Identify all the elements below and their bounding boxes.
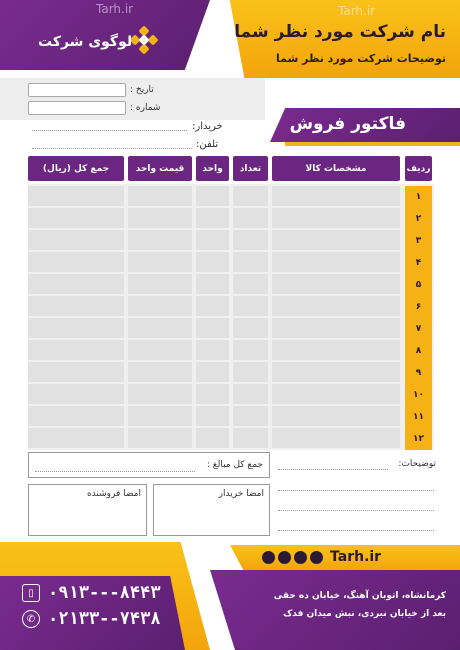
number-field[interactable] <box>28 101 126 115</box>
table-cell[interactable] <box>28 186 124 206</box>
col-header-unit: واحد <box>196 156 229 181</box>
table-cell[interactable] <box>196 274 229 294</box>
seller-signature-box[interactable] <box>28 484 147 536</box>
table-cell[interactable] <box>196 384 229 404</box>
site-row <box>262 549 381 565</box>
telephone-icon: ✆ <box>22 610 40 628</box>
title-stripe <box>285 142 460 146</box>
instagram-icon <box>262 551 275 564</box>
table-cell[interactable] <box>128 362 192 382</box>
table-cell[interactable] <box>272 296 400 316</box>
date-label: تاریخ : <box>130 84 154 95</box>
seller-signature-label: امضا فروشنده <box>86 489 141 499</box>
table-cell[interactable] <box>272 252 400 272</box>
table-cell[interactable] <box>196 362 229 382</box>
website-text[interactable]: Tarh.ir <box>330 549 382 565</box>
table-cell[interactable] <box>272 230 400 250</box>
table-cell[interactable] <box>196 186 229 206</box>
col-header-description: مشخصات کالا <box>272 156 400 181</box>
table-cell[interactable] <box>233 428 268 448</box>
mobile-row <box>22 583 161 603</box>
row-number: ۱ <box>405 186 432 208</box>
mobile-number: ۰۹۱۳---۸۴۴۳ <box>48 583 161 603</box>
col-header-row-number: ردیف <box>405 156 432 181</box>
mobile-phone-icon: ▯ <box>22 584 40 602</box>
table-cell[interactable] <box>28 406 124 426</box>
number-label: شماره : <box>130 102 161 113</box>
buyer-line[interactable] <box>32 130 187 131</box>
invoice-title: فاکتور فروش <box>289 114 406 134</box>
table-cell[interactable] <box>128 274 192 294</box>
row-number: ۶ <box>405 296 432 318</box>
total-amount-label: جمع کل مبالغ : <box>206 460 263 470</box>
address-line-1: کرمانشاه، اتوبان آهنگ، خیابان ده حقی <box>273 591 446 601</box>
table-cell[interactable] <box>233 296 268 316</box>
row-number: ۸ <box>405 340 432 362</box>
table-cell[interactable] <box>233 406 268 426</box>
table-cell[interactable] <box>196 296 229 316</box>
table-cell[interactable] <box>233 274 268 294</box>
date-row <box>28 82 154 97</box>
notes-line[interactable] <box>278 530 434 531</box>
col-header-total: جمع کل (ریال) <box>28 156 124 181</box>
total-amount-box[interactable] <box>28 452 270 478</box>
table-cell[interactable] <box>233 252 268 272</box>
table-cell[interactable] <box>233 362 268 382</box>
phone-line[interactable] <box>32 148 192 149</box>
table-cell[interactable] <box>196 406 229 426</box>
row-number: ۴ <box>405 252 432 274</box>
table-cell[interactable] <box>28 384 124 404</box>
table-cell[interactable] <box>128 252 192 272</box>
watermark: Tarh.ir <box>338 4 376 18</box>
table-cell[interactable] <box>196 208 229 228</box>
company-description: توضیحات شرکت مورد نظر شما <box>276 52 446 65</box>
table-cell[interactable] <box>28 428 124 448</box>
table-cell[interactable] <box>272 186 400 206</box>
telegram-icon <box>294 551 307 564</box>
table-cell[interactable] <box>272 384 400 404</box>
table-cell[interactable] <box>272 318 400 338</box>
buyer-label: خریدار: <box>192 121 223 132</box>
web-icon <box>310 551 323 564</box>
landline-row <box>22 609 161 629</box>
row-number: ۷ <box>405 318 432 340</box>
table-cell[interactable] <box>28 362 124 382</box>
table-cell[interactable] <box>272 274 400 294</box>
table-cell[interactable] <box>128 186 192 206</box>
row-number: ۱۱ <box>405 406 432 428</box>
table-cell[interactable] <box>272 428 400 448</box>
company-logo-icon <box>130 26 158 54</box>
table-cell[interactable] <box>233 384 268 404</box>
row-number: ۲ <box>405 208 432 230</box>
total-amount-line <box>35 471 195 472</box>
table-cell[interactable] <box>28 296 124 316</box>
table-cell[interactable] <box>272 406 400 426</box>
address-line-2: بعد از خیابان نبردی، نبش میدان فدک <box>283 609 446 619</box>
table-cell[interactable] <box>128 340 192 360</box>
table-cell[interactable] <box>196 318 229 338</box>
watermark: Tarh.ir <box>96 2 134 16</box>
table-cell[interactable] <box>128 428 192 448</box>
buyer-signature-box[interactable] <box>153 484 270 536</box>
buyer-signature-label: امضا خریدار <box>218 489 264 499</box>
table-cell[interactable] <box>28 274 124 294</box>
table-cell[interactable] <box>233 186 268 206</box>
landline-number: ۰۲۱۳۳--۷۴۳۸ <box>48 609 161 629</box>
whatsapp-icon <box>278 551 291 564</box>
table-cell[interactable] <box>233 340 268 360</box>
table-cell[interactable] <box>272 208 400 228</box>
row-number: ۱۲ <box>405 428 432 450</box>
table-cell[interactable] <box>196 230 229 250</box>
row-number: ۳ <box>405 230 432 252</box>
col-header-unit-price: قیمت واحد <box>128 156 192 181</box>
notes-line[interactable] <box>278 510 434 511</box>
date-field[interactable] <box>28 83 126 97</box>
table-cell[interactable] <box>233 230 268 250</box>
table-cell[interactable] <box>128 406 192 426</box>
table-cell[interactable] <box>28 208 124 228</box>
table-cell[interactable] <box>28 230 124 250</box>
notes-label: توضیحات: <box>398 459 436 469</box>
number-row <box>28 100 160 115</box>
row-number: ۵ <box>405 274 432 296</box>
table-cell[interactable] <box>128 318 192 338</box>
notes-line[interactable] <box>278 490 434 491</box>
table-cell[interactable] <box>272 340 400 360</box>
table-cell[interactable] <box>233 318 268 338</box>
table-cell[interactable] <box>233 208 268 228</box>
row-number: ۱۰ <box>405 384 432 406</box>
table-cell[interactable] <box>196 252 229 272</box>
row-number: ۹ <box>405 362 432 384</box>
notes-line[interactable] <box>278 469 388 470</box>
table-cell[interactable] <box>128 384 192 404</box>
company-name: نام شرکت مورد نظر شما <box>234 22 446 42</box>
table-cell[interactable] <box>196 428 229 448</box>
table-cell[interactable] <box>272 362 400 382</box>
table-cell[interactable] <box>28 252 124 272</box>
table-cell[interactable] <box>128 296 192 316</box>
table-cell[interactable] <box>28 318 124 338</box>
table-cell[interactable] <box>128 230 192 250</box>
table-cell[interactable] <box>128 208 192 228</box>
table-cell[interactable] <box>196 340 229 360</box>
table-cell[interactable] <box>28 340 124 360</box>
col-header-quantity: تعداد <box>233 156 268 181</box>
logo-text: لوگوی شرکت <box>38 34 133 50</box>
phone-label: تلفن: <box>196 139 219 150</box>
